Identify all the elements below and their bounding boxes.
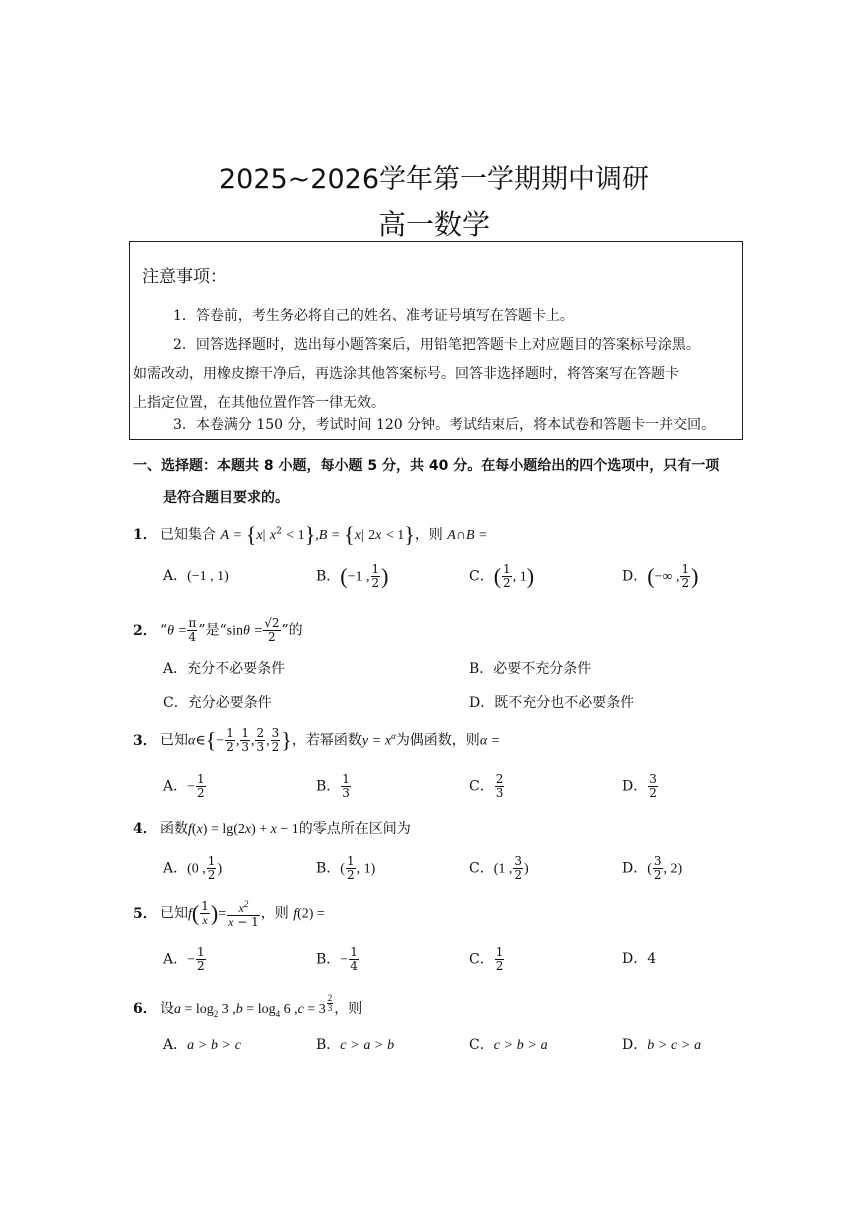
q3-option-a: A．− $\frac{1}{2}$ (163, 772, 205, 800)
notice-item-3: 3．本卷满分 150 分，考试时间 120 分钟。考试结束后，将本试卷和答题卡一并交回。 (173, 417, 716, 433)
q1-option-c: C．( $\frac{1}{2}$ , 1) (469, 562, 535, 590)
q2-option-d: D．既不充分也不必要条件 (469, 695, 635, 711)
q4-option-d: D．( $\frac{3}{2}$ , 2) (622, 854, 683, 882)
question-2: 2． “θ = $\frac{\pi}{4}$ ”是“sinθ = $\frac{√2}{2}$ ”的 (133, 616, 303, 644)
notice-item-2-line-2: 如需改动，用橡皮擦干净后，再选涂其他答案标号。回答非选择题时，将答案写在答题卡 (133, 366, 679, 382)
question-3: 3． 已知α∈{− $\frac{1}{2}$ , $\frac{1}{3}$ , $\frac{2}{3}$ , $\frac{3}{2}$ }，若幂函数$y = x^\alpha$为偶函数，则α = (133, 726, 500, 754)
question-6: 6． 设$a = \log_2 3$ $,b = \log_4 6$ ,c = 3 $^{\frac{2}{3}}$ ，则 (133, 993, 363, 1019)
section-1-line-2: 是符合题目要求的。 (163, 490, 289, 506)
q4-option-c: C．(1 , $\frac{3}{2}$ ) (469, 854, 529, 882)
q5-option-a: A．− $\frac{1}{2}$ (163, 945, 205, 973)
q6-option-c: C．c > b > a (469, 1037, 548, 1053)
exam-subject: 高一数学 (377, 208, 490, 241)
q5-option-c: C． $\frac{1}{2}$ (469, 945, 504, 973)
section-1-line-1: 一、选择题：本题共 8 小题，每小题 5 分，共 40 分。在每小题给出的四个选项中，只有一项 (133, 458, 720, 474)
q1-option-d: D．(−∞ , $\frac{1}{2}$ ) (622, 562, 699, 590)
notice-item-2-line-3: 上指定位置，在其他位置作答一律无效。 (133, 395, 385, 411)
q6-option-d: D．b > c > a (622, 1037, 702, 1053)
q5-option-b: B．− $\frac{1}{4}$ (316, 945, 358, 973)
q1-option-a: A．(−1 , 1) (163, 568, 229, 584)
notice-box (129, 241, 743, 440)
q6-option-a: A．a > b > c (163, 1037, 241, 1053)
notice-heading: 注意事项： (142, 267, 227, 287)
notice-item-2-line-1: 2．回答选择题时，选出每小题答案后，用铅笔把答题卡上对应题目的答案标号涂黑。 (173, 337, 700, 353)
q4-option-a: A．(0 , $\frac{1}{2}$ ) (163, 854, 223, 882)
question-5: 5． 已知f( $\frac{1}{x}$ )= $\frac{x^2}{x - 1}$ ，则 f(2) = (133, 899, 325, 929)
q3-option-c: C． $\frac{2}{3}$ (469, 772, 504, 800)
question-number: 1． (133, 527, 157, 543)
q5-option-d: D．4 (622, 951, 657, 967)
notice-item-1: 1．答卷前，考生务必将自己的姓名、准考证号填写在答题卡上。 (173, 308, 574, 324)
q2-option-c: C．充分必要条件 (163, 695, 272, 711)
q4-option-b: B．( $\frac{1}{2}$ , 1) (316, 854, 376, 882)
q1-option-b: B．(−1 , $\frac{1}{2}$ ) (316, 562, 389, 590)
q6-option-b: B．c > a > b (316, 1037, 395, 1053)
q3-option-d: D． $\frac{3}{2}$ (622, 772, 657, 800)
exam-title: 2025~2026学年第一学期期中调研 (218, 164, 650, 195)
q2-option-b: B．必要不充分条件 (469, 661, 592, 677)
question-1: 1． 已知集合 A = {x| $x^2 < 1\},B = \{x|$ 2x < 1}，则 A∩B = (133, 522, 487, 547)
q3-option-b: B． $\frac{1}{3}$ (316, 772, 350, 800)
q2-option-a: A．充分不必要条件 (163, 661, 286, 677)
question-4: 4． 函数f(x) = lg(2x) + x − 1的零点所在区间为 (133, 821, 411, 837)
